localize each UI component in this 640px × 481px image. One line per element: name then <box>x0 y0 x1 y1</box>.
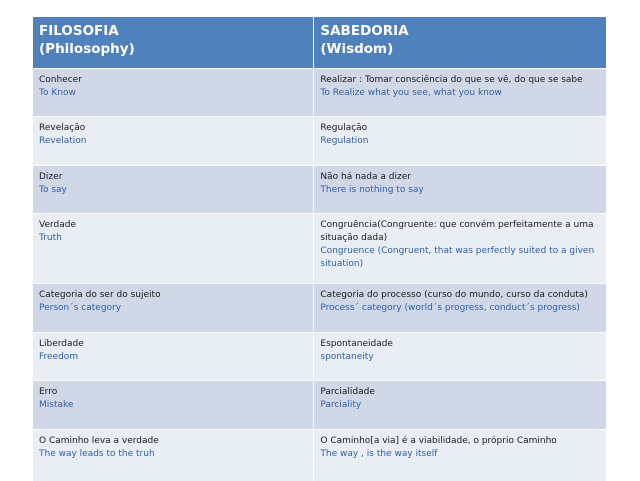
wisdom-cell <box>314 430 607 481</box>
wisdom-translation: Process´ category (world´s progress, conduct´s progress) <box>320 302 600 315</box>
table-row <box>33 214 607 284</box>
wisdom-term: Espontaneidade <box>320 338 600 351</box>
table-row <box>33 284 607 333</box>
wisdom-term: Categoria do processo (curso do mundo, curso da conduta) <box>320 289 600 302</box>
table-row <box>33 69 607 117</box>
wisdom-term: Congruência(Congruente: que convém perfeitamente a uma situação dada) <box>320 219 600 245</box>
philosophy-cell <box>33 333 314 381</box>
philosophy-translation: Truth <box>39 232 307 245</box>
wisdom-cell <box>314 333 607 381</box>
wisdom-term: Parcialidade <box>320 386 600 399</box>
philosophy-cell <box>33 69 314 117</box>
philosophy-term: O Caminho leva a verdade <box>39 435 307 448</box>
philosophy-term: Revelação <box>39 122 307 135</box>
philosophy-translation: Revelation <box>39 135 307 148</box>
wisdom-translation: Parciality <box>320 399 600 412</box>
table-row <box>33 117 607 166</box>
table-row <box>33 381 607 430</box>
wisdom-term: Realizar : Tomar consciência do que se vê, do que se sabe <box>320 74 600 87</box>
header-philosophy-en: (Philosophy) <box>39 40 307 58</box>
philosophy-term: Categoria do ser do sujeito <box>39 289 307 302</box>
wisdom-term: Não há nada a dizer <box>320 171 600 184</box>
wisdom-translation: Congruence (Congruent, that was perfectly suited to a given situation) <box>320 245 600 271</box>
philosophy-translation: Mistake <box>39 399 307 412</box>
wisdom-cell <box>314 166 607 214</box>
philosophy-cell <box>33 166 314 214</box>
wisdom-translation: spontaneity <box>320 351 600 364</box>
philosophy-cell <box>33 284 314 333</box>
wisdom-cell <box>314 69 607 117</box>
wisdom-translation: To Realize what you see, what you know <box>320 87 600 100</box>
wisdom-term: O Caminho[a via] é a viabilidade, o próprio Caminho <box>320 435 600 448</box>
philosophy-translation: To say <box>39 184 307 197</box>
philosophy-term: Verdade <box>39 219 307 232</box>
philosophy-cell <box>33 117 314 166</box>
wisdom-cell <box>314 381 607 430</box>
philosophy-cell <box>33 430 314 481</box>
philosophy-term: Dizer <box>39 171 307 184</box>
philosophy-wisdom-table <box>32 17 607 481</box>
philosophy-term: Erro <box>39 386 307 399</box>
table-header-row <box>33 17 607 69</box>
wisdom-cell <box>314 214 607 284</box>
header-wisdom-pt: SABEDORIA <box>320 22 600 40</box>
table-row <box>33 430 607 481</box>
wisdom-cell <box>314 117 607 166</box>
table-row <box>33 333 607 381</box>
wisdom-translation: The way , is the way itself <box>320 448 600 461</box>
wisdom-translation: Regulation <box>320 135 600 148</box>
header-philosophy <box>33 17 314 69</box>
philosophy-translation: Freedom <box>39 351 307 364</box>
philosophy-translation: The way leads to the truh <box>39 448 307 461</box>
philosophy-cell <box>33 381 314 430</box>
philosophy-cell <box>33 214 314 284</box>
wisdom-term: Regulação <box>320 122 600 135</box>
philosophy-term: Liberdade <box>39 338 307 351</box>
header-wisdom <box>314 17 607 69</box>
wisdom-cell <box>314 284 607 333</box>
philosophy-term: Conhecer <box>39 74 307 87</box>
table-row <box>33 166 607 214</box>
header-wisdom-en: (Wisdom) <box>320 40 600 58</box>
wisdom-translation: There is nothing to say <box>320 184 600 197</box>
header-philosophy-pt: FILOSOFIA <box>39 22 307 40</box>
philosophy-translation: Person´s category <box>39 302 307 315</box>
philosophy-translation: To Know <box>39 87 307 100</box>
